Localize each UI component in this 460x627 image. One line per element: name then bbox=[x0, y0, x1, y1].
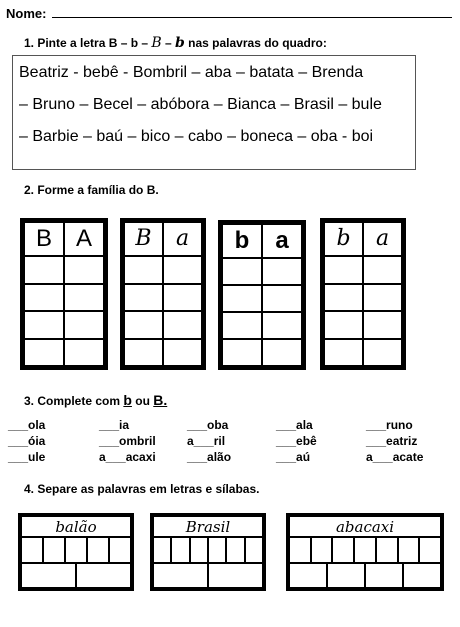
fill-item[interactable]: a___acate bbox=[366, 450, 424, 464]
question-3-title bbox=[24, 392, 167, 408]
table-cell[interactable] bbox=[163, 339, 202, 367]
fill-item[interactable]: a___acaxi bbox=[99, 450, 156, 464]
table-cell[interactable] bbox=[124, 256, 163, 284]
fill-item[interactable]: ___ala bbox=[276, 418, 313, 432]
word-box bbox=[12, 55, 416, 170]
word-line-2[interactable]: – Bruno – Becel – abóbora – Bianca – Brasil – bule bbox=[19, 96, 382, 113]
syllable-row bbox=[154, 564, 262, 587]
table-cell[interactable] bbox=[363, 256, 402, 284]
fill-item[interactable]: a___ril bbox=[187, 434, 226, 448]
syllable-cell[interactable] bbox=[366, 564, 404, 587]
word-line-3[interactable]: – Barbie – baú – bico – cabo – boneca – oba - boi bbox=[19, 128, 374, 145]
syllable-cell[interactable] bbox=[154, 564, 209, 587]
table-cell[interactable] bbox=[163, 311, 202, 339]
word-line-1[interactable]: Beatriz - bebê - Bombril – aba – batata – Brenda bbox=[19, 64, 364, 81]
fill-item[interactable]: ___runo bbox=[366, 418, 413, 432]
syllable-cell[interactable] bbox=[22, 564, 77, 587]
letter-cell[interactable] bbox=[44, 538, 66, 562]
table-cell[interactable] bbox=[64, 256, 104, 284]
name-label: Nome: bbox=[6, 6, 47, 21]
table2-header-left: B bbox=[124, 222, 163, 256]
table-cell[interactable] bbox=[163, 256, 202, 284]
fill-item[interactable]: ___eatriz bbox=[366, 434, 418, 448]
table2-header-right: a bbox=[163, 222, 202, 256]
table-cell[interactable] bbox=[262, 312, 302, 339]
table-cell[interactable] bbox=[363, 284, 402, 312]
table-cell[interactable] bbox=[262, 339, 302, 366]
syllable-cell[interactable] bbox=[290, 564, 328, 587]
table-cell[interactable] bbox=[262, 285, 302, 312]
letter-cell[interactable] bbox=[355, 538, 377, 562]
table-cell[interactable] bbox=[163, 284, 202, 312]
table-cell[interactable] bbox=[64, 339, 104, 367]
letter-cell[interactable] bbox=[246, 538, 262, 562]
syllable-box-balao bbox=[18, 513, 134, 591]
table4-header-left: b bbox=[324, 222, 363, 256]
letter-cell[interactable] bbox=[377, 538, 399, 562]
letter-row bbox=[290, 538, 440, 564]
fill-item[interactable]: ___alão bbox=[187, 450, 232, 464]
fill-item[interactable]: ___ia bbox=[99, 418, 130, 432]
table1-header-right: A bbox=[64, 222, 104, 256]
letter-cell[interactable] bbox=[110, 538, 130, 562]
table-cell[interactable] bbox=[64, 284, 104, 312]
table-cell[interactable] bbox=[324, 256, 363, 284]
syllable-box-word: Brasil bbox=[154, 517, 262, 538]
q1-text-c: nas palavras do quadro: bbox=[184, 36, 327, 50]
fill-item[interactable]: ___ebê bbox=[276, 434, 317, 448]
q3-letter-B: B. bbox=[153, 392, 168, 408]
letter-cell[interactable] bbox=[88, 538, 110, 562]
letter-cell[interactable] bbox=[227, 538, 245, 562]
letter-cell[interactable] bbox=[209, 538, 227, 562]
table-cell[interactable] bbox=[24, 339, 64, 367]
syllable-cell[interactable] bbox=[328, 564, 366, 587]
table-cell[interactable] bbox=[222, 285, 262, 312]
table-cell[interactable] bbox=[24, 284, 64, 312]
table-cell[interactable] bbox=[324, 284, 363, 312]
letter-cell[interactable] bbox=[66, 538, 88, 562]
syllable-cell[interactable] bbox=[77, 564, 130, 587]
table3-header-left: b bbox=[222, 224, 262, 258]
fill-item[interactable]: ___aú bbox=[276, 450, 311, 464]
q1-cursive-b: b bbox=[175, 35, 185, 51]
table-cell[interactable] bbox=[24, 311, 64, 339]
table-cell[interactable] bbox=[324, 311, 363, 339]
q3-text: 3. Complete com bbox=[24, 394, 124, 408]
table-cell[interactable] bbox=[324, 339, 363, 367]
letter-cell[interactable] bbox=[312, 538, 334, 562]
letter-cell[interactable] bbox=[22, 538, 44, 562]
syllable-box-word: balão bbox=[22, 517, 130, 538]
table-cell[interactable] bbox=[363, 339, 402, 367]
q3-letter-b: b bbox=[123, 392, 132, 408]
q1-text-a: 1. Pinte a letra B – b – bbox=[24, 36, 152, 50]
syllable-cell[interactable] bbox=[404, 564, 440, 587]
q1-cursive-B: B bbox=[151, 35, 162, 51]
letter-row bbox=[22, 538, 130, 564]
table-cell[interactable] bbox=[222, 312, 262, 339]
table3-header-right: a bbox=[262, 224, 302, 258]
table-cell[interactable] bbox=[363, 311, 402, 339]
letter-row bbox=[154, 538, 262, 564]
letter-cell[interactable] bbox=[172, 538, 190, 562]
question-2-title: 2. Forme a família do B. bbox=[24, 183, 159, 197]
fill-item[interactable]: ___óia bbox=[8, 434, 46, 448]
table-cell[interactable] bbox=[124, 311, 163, 339]
fill-item[interactable]: ___ombril bbox=[99, 434, 156, 448]
table4-header-right: a bbox=[363, 222, 402, 256]
table-cell[interactable] bbox=[64, 311, 104, 339]
table-cell[interactable] bbox=[24, 256, 64, 284]
letter-cell[interactable] bbox=[333, 538, 355, 562]
letter-cell[interactable] bbox=[154, 538, 172, 562]
syllable-box-word: abacaxi bbox=[290, 517, 440, 538]
table-cell[interactable] bbox=[222, 339, 262, 366]
family-table-print-upper bbox=[20, 218, 108, 370]
letter-cell[interactable] bbox=[191, 538, 209, 562]
letter-cell[interactable] bbox=[399, 538, 421, 562]
name-line[interactable] bbox=[52, 17, 452, 18]
q1-text-b: – bbox=[161, 36, 176, 50]
table-cell[interactable] bbox=[222, 258, 262, 285]
fill-item[interactable]: ___oba bbox=[187, 418, 229, 432]
family-table-cursive-upper bbox=[120, 218, 206, 370]
q3-ou: ou bbox=[131, 394, 154, 408]
family-table-print-lower bbox=[218, 220, 306, 370]
syllable-box-abacaxi bbox=[286, 513, 444, 591]
fill-item[interactable]: ___ola bbox=[8, 418, 46, 432]
letter-cell[interactable] bbox=[420, 538, 440, 562]
family-table-cursive-lower bbox=[320, 218, 406, 370]
syllable-box-brasil bbox=[150, 513, 266, 591]
fill-item[interactable]: ___ule bbox=[8, 450, 46, 464]
syllable-row bbox=[290, 564, 440, 587]
question-4-title: 4. Separe as palavras em letras e sílabas. bbox=[24, 482, 260, 496]
table-cell[interactable] bbox=[124, 339, 163, 367]
table1-header-left: B bbox=[24, 222, 64, 256]
table-cell[interactable] bbox=[124, 284, 163, 312]
letter-cell[interactable] bbox=[290, 538, 312, 562]
table-cell[interactable] bbox=[262, 258, 302, 285]
question-1-title bbox=[24, 35, 327, 51]
syllable-cell[interactable] bbox=[209, 564, 262, 587]
syllable-row bbox=[22, 564, 130, 587]
